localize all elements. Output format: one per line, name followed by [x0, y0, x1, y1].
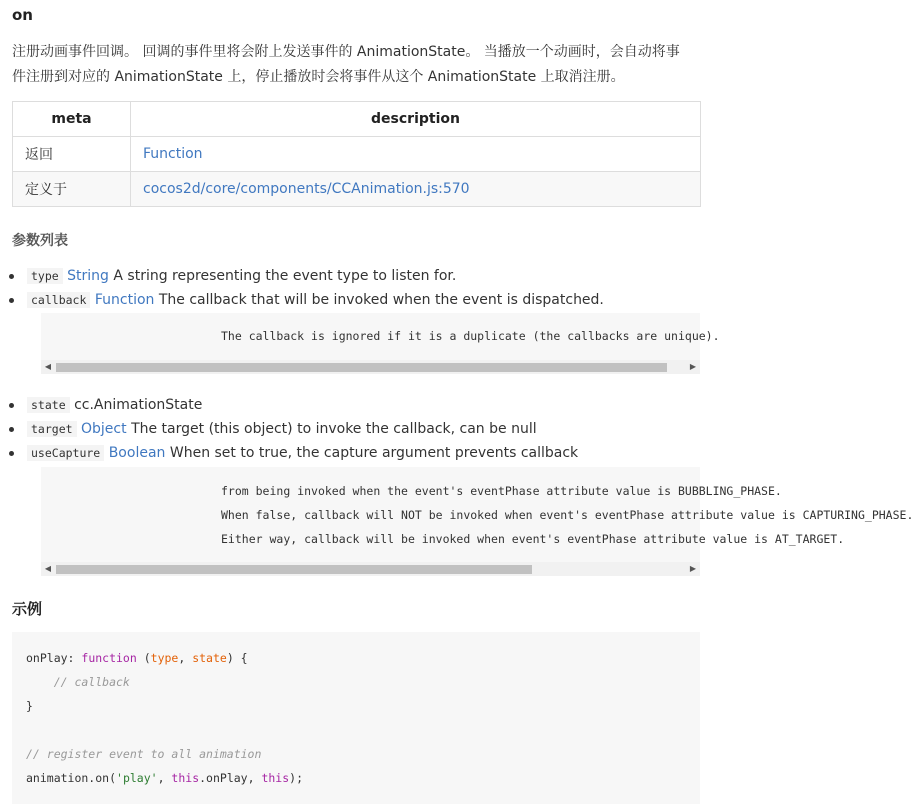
example-heading: 示例	[12, 600, 43, 618]
meta-key: 定义于	[13, 172, 131, 207]
code-token: animation.on(	[26, 771, 117, 785]
param-name: useCapture	[27, 445, 104, 461]
param-desc: The target (this object) to invoke the callback, can be null	[131, 421, 537, 437]
param-list-2	[28, 393, 708, 465]
usecapture-code-text: from being invoked when the event's eventPhase attribute value is BUBBLING_PHASE. When false, callback will NOT be invoked when event's eventPhase attribute value is CAPTURING_PHASE. Either way, callback will be invoked when event's eventPhase attribute value is AT_TARGET.	[221, 484, 913, 546]
code-comment: // register event to all animation	[26, 747, 262, 761]
example-code	[26, 646, 303, 790]
source-file-link[interactable]: cocos2d/core/components/CCAnimation.js:570	[143, 181, 470, 197]
description-line-2: 件注册到对应的 AnimationState 上，停止播放时会将事件从这个 AnimationState 上取消注册。	[12, 69, 625, 85]
code-keyword: this	[261, 771, 290, 785]
scroll-left-icon[interactable]: ◀	[44, 564, 52, 573]
example-code-block	[12, 632, 700, 804]
scroll-left-icon[interactable]: ◀	[44, 362, 52, 371]
usecapture-code-scrollbar[interactable]	[41, 562, 700, 576]
param-desc: A string representing the event type to listen for.	[113, 268, 457, 284]
code-token: ,	[157, 771, 172, 785]
code-token: }	[26, 699, 33, 713]
meta-table-header	[13, 102, 701, 137]
code-param: type	[150, 651, 179, 665]
param-type-link[interactable]: Object	[81, 421, 127, 437]
param-name: type	[27, 268, 63, 284]
param-name: target	[27, 421, 77, 437]
meta-row-defined-in	[13, 172, 701, 207]
code-comment: // callback	[26, 675, 130, 689]
param-type-link[interactable]: Function	[94, 292, 155, 308]
callback-code-scrollbar[interactable]	[41, 360, 700, 374]
method-name-heading: on	[12, 6, 33, 24]
scroll-thumb[interactable]	[56, 363, 667, 372]
method-description	[12, 40, 702, 90]
params-heading: 参数列表	[12, 233, 68, 249]
code-token: );	[289, 771, 303, 785]
scroll-thumb[interactable]	[56, 565, 532, 574]
code-token: onPlay:	[26, 651, 82, 665]
param-name: state	[27, 397, 70, 413]
param-item-target	[28, 417, 708, 441]
meta-table	[12, 101, 701, 207]
scroll-right-icon[interactable]: ▶	[689, 362, 697, 371]
description-line-1: 注册动画事件回调。 回调的事件里将会附上发送事件的 AnimationState。 当播放一个动画时，会自动将事	[12, 44, 680, 60]
meta-header-meta: meta	[13, 102, 131, 137]
meta-key: 返回	[13, 137, 131, 172]
code-token: (	[136, 651, 151, 665]
scroll-right-icon[interactable]: ▶	[689, 564, 697, 573]
param-item-usecapture	[28, 441, 708, 465]
param-type-link[interactable]: Boolean	[108, 445, 166, 461]
code-token: ) {	[226, 651, 248, 665]
param-desc: cc.AnimationState	[74, 397, 203, 413]
param-desc: When set to true, the capture argument prevents callback	[169, 445, 579, 461]
code-string: 'play'	[116, 771, 158, 785]
code-param: state	[192, 651, 227, 665]
param-desc: The callback that will be invoked when the event is dispatched.	[158, 292, 604, 308]
callback-code-block[interactable]	[41, 313, 720, 360]
code-keyword: function	[81, 651, 137, 665]
param-item-callback	[28, 288, 708, 312]
callback-code-text: The callback is ignored if it is a duplicate (the callbacks are unique).	[41, 329, 720, 343]
code-keyword: this	[171, 771, 200, 785]
usecapture-code-block[interactable]	[41, 467, 913, 562]
param-name: callback	[27, 292, 90, 308]
code-token: .onPlay,	[199, 771, 262, 785]
meta-header-description: description	[131, 102, 701, 137]
param-type-link[interactable]: String	[67, 268, 109, 284]
param-list-1	[28, 264, 708, 312]
meta-row-return	[13, 137, 701, 172]
return-type-link[interactable]: Function	[143, 146, 203, 162]
param-item-state	[28, 393, 708, 417]
param-item-type	[28, 264, 708, 288]
code-token: ,	[178, 651, 193, 665]
